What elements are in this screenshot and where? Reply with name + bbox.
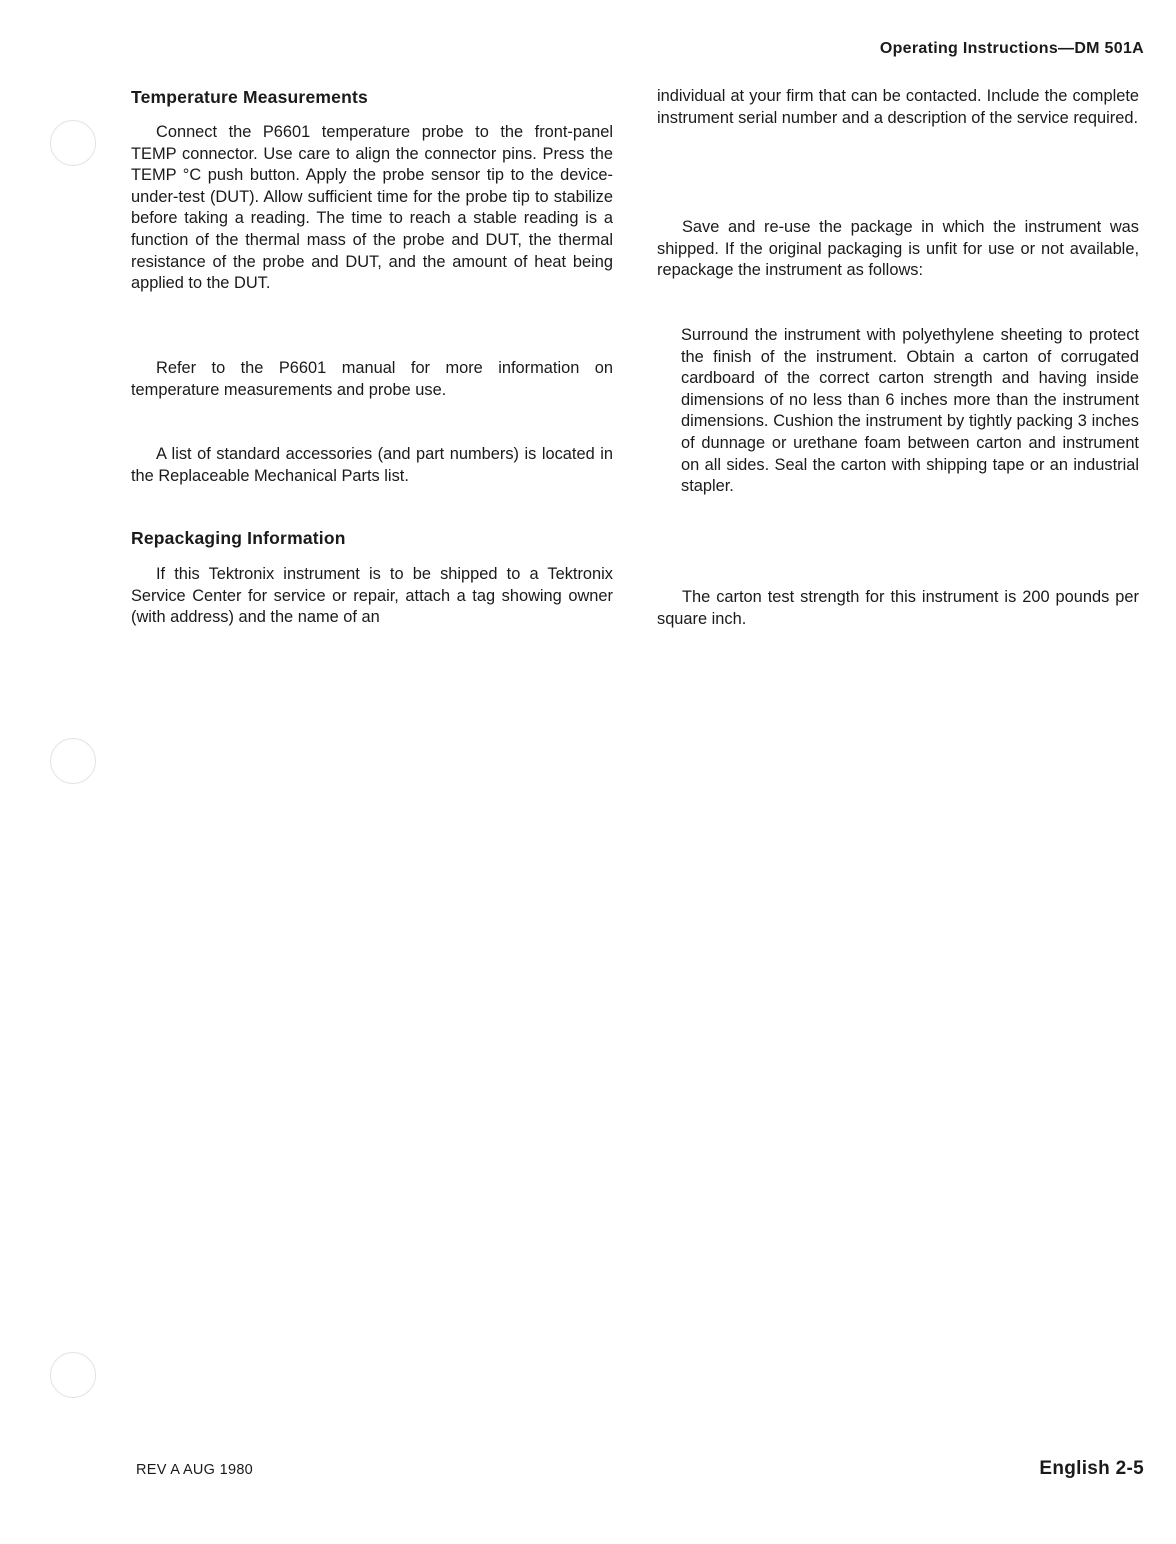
paragraph-contact-individual: individual at your firm that can be contacted. Include the complete instrument serial number and a description of the service required. (657, 87, 1139, 127)
paragraph-save-package: Save and re-use the package in which the instrument was shipped. If the original packaging is unfit for use or not available, repackage the instrument as follows: (657, 218, 1139, 280)
punch-hole-middle (50, 738, 96, 784)
punch-hole-top (50, 120, 96, 166)
heading-repackaging-information: Repackaging Information (131, 528, 346, 548)
paragraph-manual-reference: Refer to the P6601 manual for more information on temperature measurements and probe use. (131, 359, 613, 399)
paragraph-repackage-steps: Surround the instrument with polyethylene sheeting to protect the finish of the instrument. Obtain a carton of corrugated cardboard of the correct carton strength and having inside dimensions of no less than 6 inches more than the instrument dimensions. Cushion the instrument by tightly packing 3 inches of dunnage or urethane foam between carton and instrument on all sides. Seal the carton with shipping tape or an industrial stapler. (681, 326, 1139, 496)
page-number: English 2-5 (1039, 1458, 1144, 1479)
heading-temperature-measurements: Temperature Measurements (131, 87, 368, 107)
running-header: Operating Instructions—DM 501A (879, 40, 1144, 57)
paragraph-shipping-tag: If this Tektronix instrument is to be shipped to a Tektronix Service Center for service or repair, attach a tag showing owner (with address) and the name of an (131, 565, 613, 627)
punch-hole-bottom (50, 1352, 96, 1398)
paragraph-carton-strength: The carton test strength for this instrument is 200 pounds per square inch. (657, 588, 1139, 628)
paragraph-temperature-procedure: Connect the P6601 temperature probe to the front-panel TEMP connector. Use care to align the connector pins. Press the TEMP °C push button. Apply the probe sensor tip to the device-under-test (DUT). Allow sufficient time for the probe tip to stabilize before taking a reading. The time to reach a stable reading is a function of the thermal mass of the probe and DUT, the thermal resistance of the probe and DUT, and the amount of heat being applied to the DUT. (131, 123, 613, 293)
paragraph-accessories: A list of standard accessories (and part numbers) is located in the Replaceable Mechanical Parts list. (131, 445, 613, 485)
revision-label: REV A AUG 1980 (136, 1462, 254, 1478)
